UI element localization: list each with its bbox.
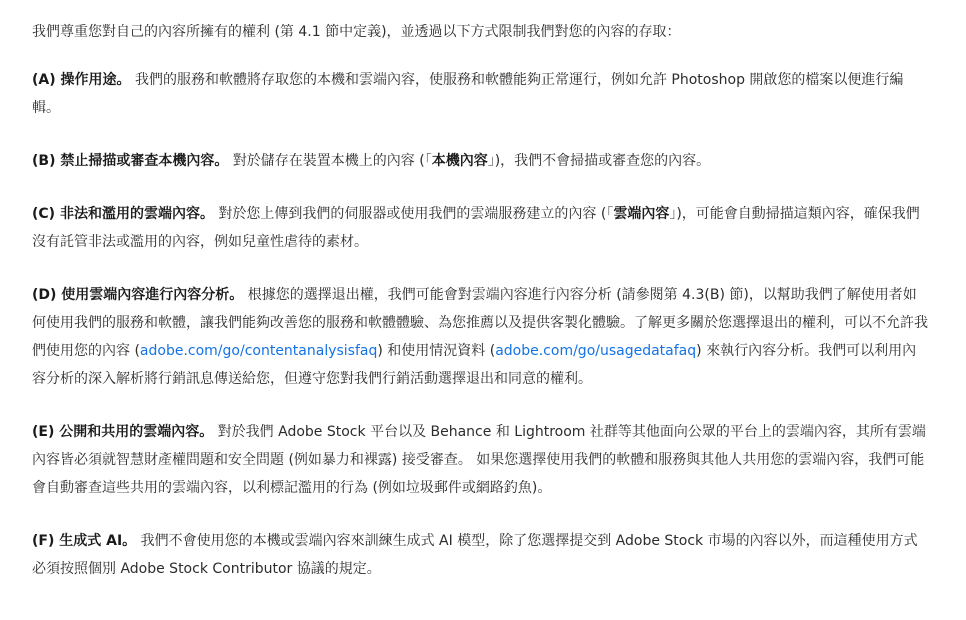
section-b xyxy=(32,147,930,175)
section-b-text-before: 對於儲存在裝置本機上的內容 (「 xyxy=(228,153,432,169)
section-c xyxy=(32,200,930,256)
section-d-text-after: ) 來執行內容分析。我們可以利用內容分析的深入解析將行銷訊息傳送給您，但遵守您對我們行銷活動選擇退出和同意的權利。 xyxy=(32,343,917,387)
section-c-text-before: 對於您上傳到我們的伺服器或使用我們的雲端服務建立的內容 (「 xyxy=(213,206,614,222)
section-f xyxy=(32,527,930,583)
section-c-heading: (C) 非法和濫用的雲端內容。 xyxy=(32,206,214,222)
usage-data-faq-link[interactable]: adobe.com/go/usagedatafaq xyxy=(495,343,697,359)
section-a-text: 我們的服務和軟體將存取您的本機和雲端內容，使服務和軟體能夠正常運行，例如允許 Photoshop 開啟您的檔案以便進行編輯。 xyxy=(32,72,904,116)
section-d-text-middle: ) 和使用情況資料 ( xyxy=(377,343,496,359)
section-d xyxy=(32,281,930,393)
section-a-heading: (A) 操作用途。 xyxy=(32,72,131,88)
section-f-text: 我們不會使用您的本機或雲端內容來訓練生成式 AI 模型，除了您選擇提交到 Adobe Stock 市場的內容以外，而這種使用方式必須按照個別 Adobe Stock Contributor 協議的規定。 xyxy=(32,533,918,577)
section-f-heading: (F) 生成式 AI。 xyxy=(32,533,137,549)
section-e-heading: (E) 公開和共用的雲端內容。 xyxy=(32,424,214,440)
section-d-text-before: 根據您的選擇退出權，我們可能會對雲端內容進行內容分析 (請參閱第 4.3(B) 節)，以幫助我們了解使用者如何使用我們的服務和軟體，讓我們能夠改善您的服務和軟體體驗、為您推薦以及提供客製化體驗。了解更多關於您選擇退出的權利，可以不允許我們使用您的內容 ( xyxy=(32,287,928,359)
section-b-term: 本機內容 xyxy=(431,153,488,169)
section-d-heading: (D) 使用雲端內容進行內容分析。 xyxy=(32,287,244,303)
intro-paragraph: 我們尊重您對自己的內容所擁有的權利 (第 4.1 節中定義)，並透過以下方式限制我們對您的內容的存取： xyxy=(32,24,681,40)
content-analysis-faq-link[interactable]: adobe.com/go/contentanalysisfaq xyxy=(139,343,378,359)
section-e xyxy=(32,418,930,502)
section-b-heading: (B) 禁止掃描或審查本機內容。 xyxy=(32,153,229,169)
section-e-text: 對於我們 Adobe Stock 平台以及 Behance 和 Lightroom 社群等其他面向公眾的平台上的雲端內容，其所有雲端內容皆必須就智慧財產權問題和安全問題 (例如暴力和裸露) 接受審查。 如果您選擇使用我們的軟體和服務與其他人共用您的雲端內容，我們可能會自動審查這些共用的雲端內容，以利標記濫用的行為 (例如垃圾郵件或網路釣魚)。 xyxy=(32,424,926,496)
section-c-text-after: 」)，可能會自動掃描這類內容，確保我們沒有託管非法或濫用的內容，例如兒童性虐待的素材。 xyxy=(32,206,920,250)
section-b-text-after: 」)，我們不會掃描或審查您的內容。 xyxy=(487,153,711,169)
section-a xyxy=(32,66,930,122)
section-c-term: 雲端內容 xyxy=(613,206,670,222)
